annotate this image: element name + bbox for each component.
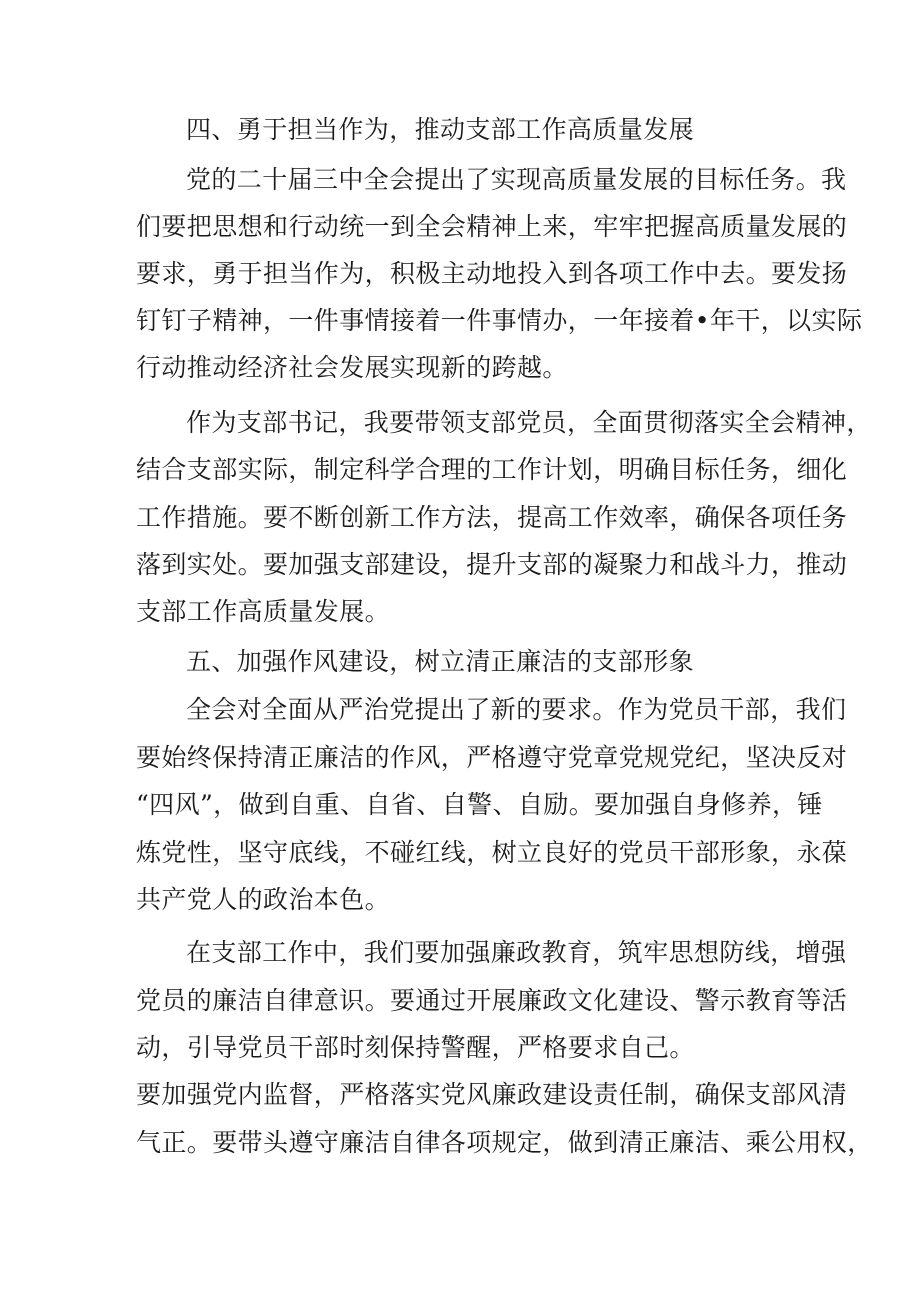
paragraph-line: 党的二十届三中全会提出了实现高质量发展的目标任务。我 — [186, 165, 847, 194]
paragraph-line: 要始终保持清正廉洁的作风，严格遵守党章党规党纪，坚决反对 — [136, 743, 848, 772]
paragraph-line: 支部工作高质量发展。 — [136, 597, 391, 626]
paragraph-line: 落到实处。要加强支部建设，提升支部的凝聚力和战斗力，推动 — [136, 550, 848, 579]
paragraph-line: 在支部工作中，我们要加强廉政教育，筑牢思想防线，增强 — [186, 938, 847, 967]
paragraph-line: 行动推动经济社会发展实现新的跨越。 — [136, 353, 568, 382]
paragraph-line: 们要把思想和行动统一到全会精神上来，牢牢把握高质量发展的 — [136, 212, 848, 241]
paragraph-line: 钉钉子精神，一件事情接着一件事情办，一年接着•年干，以实际 — [136, 306, 863, 335]
paragraph-line: 结合支部实际，制定科学合理的工作计划，明确目标任务，细化 — [136, 455, 848, 484]
paragraph-line: 党员的廉洁自律意识。要通过开展廉政文化建设、警示教育等活 — [136, 986, 848, 1015]
heading-section-four: 四、勇于担当作为，推动支部工作高质量发展 — [186, 115, 695, 144]
heading-section-five: 五、加强作风建设，树立清正廉洁的支部形象 — [186, 647, 695, 676]
paragraph-line: 要求，勇于担当作为，积极主动地投入到各项工作中去。要发扬 — [136, 259, 848, 288]
paragraph-line: 全会对全面从严治党提出了新的要求。作为党员干部，我们 — [186, 695, 847, 724]
paragraph-line: 炼党性，坚守底线，不碰红线，树立良好的党员干部形象，永葆 — [136, 838, 848, 867]
paragraph-line: 共产党人的政治本色。 — [136, 885, 391, 914]
paragraph-line: 气正。要带头遵守廉洁自律各项规定，做到清正廉洁、乘公用权， — [136, 1128, 873, 1157]
paragraph-line: 要加强党内监督，严格落实党风廉政建设责任制，确保支部风清 — [136, 1080, 848, 1109]
paragraph-line: 工作措施。要不断创新工作方法，提高工作效率，确保各项任务 — [136, 503, 848, 532]
paragraph-line: “四风”，做到自重、自省、自警、自励。要加强自身修养，锤 — [136, 790, 823, 819]
paragraph-line: 作为支部书记，我要带领支部党员，全面贯彻落实全会精神， — [186, 408, 872, 437]
paragraph-line: 动，引导党员干部时刻保持警醒，严格要求自己。 — [136, 1033, 695, 1062]
